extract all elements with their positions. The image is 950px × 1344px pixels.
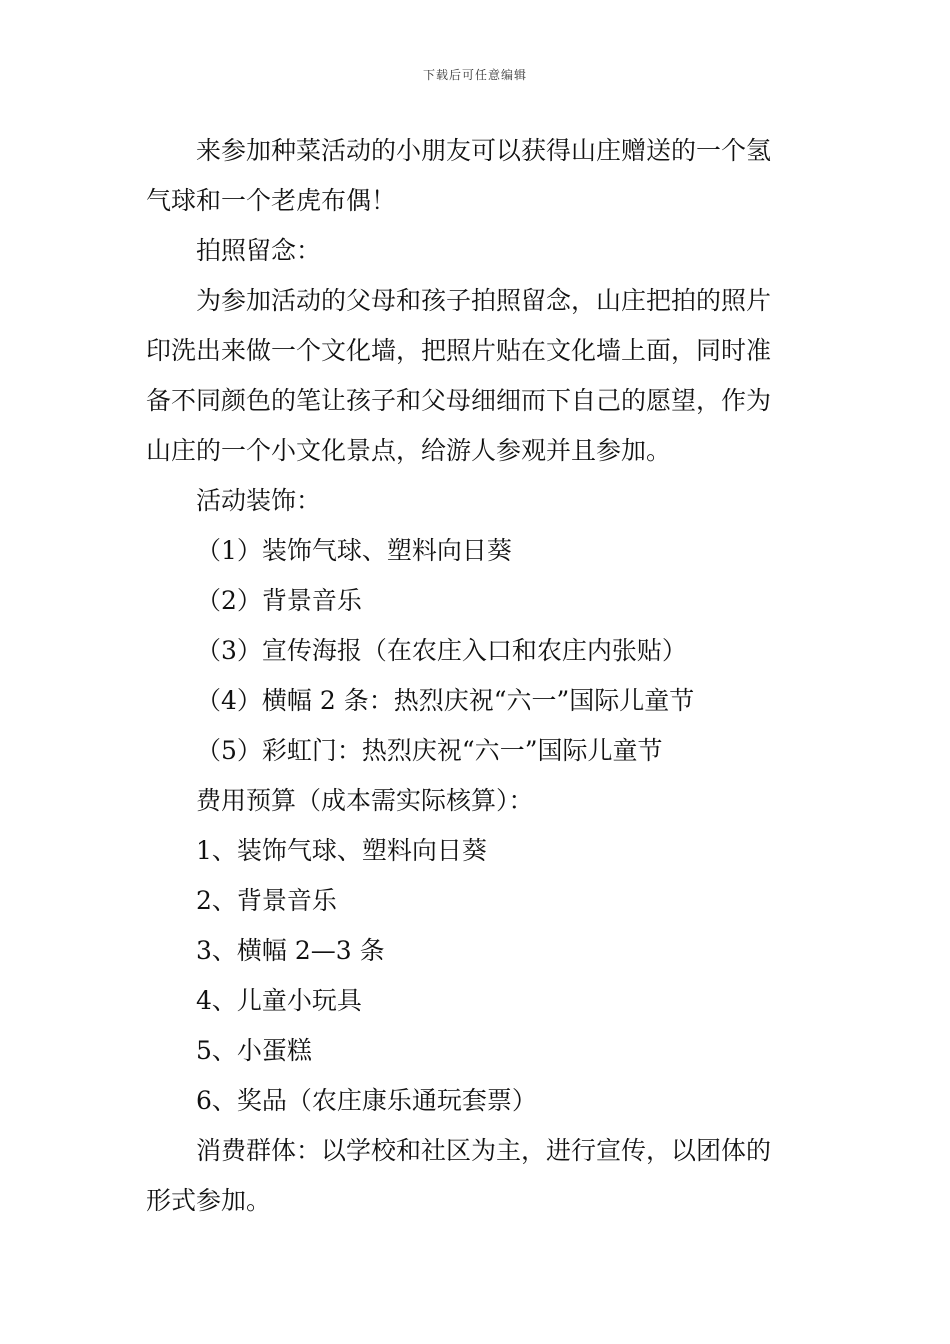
- list-item: 4、儿童小玩具: [196, 986, 362, 1015]
- paragraph-line: 消费群体：以学校和社区为主，进行宣传，以团体的: [196, 1136, 772, 1165]
- paragraph-line: 来参加种菜活动的小朋友可以获得山庄赠送的一个氢: [196, 136, 772, 165]
- list-item: （2）背景音乐: [196, 586, 362, 615]
- list-item: （4）横幅 2 条：热烈庆祝“六一”国际儿童节: [196, 686, 695, 715]
- paragraph-line: 为参加活动的父母和孩子拍照留念，山庄把拍的照片: [196, 286, 772, 315]
- paragraph-line: 备不同颜色的笔让孩子和父母细细而下自己的愿望，作为: [146, 386, 772, 415]
- list-item: （5）彩虹门：热烈庆祝“六一”国际儿童节: [196, 736, 663, 765]
- list-item: 3、横幅 2—3 条: [196, 936, 385, 965]
- list-item: （3）宣传海报（在农庄入口和农庄内张贴）: [196, 636, 687, 665]
- section-heading-decoration: 活动装饰：: [196, 486, 322, 515]
- paragraph-line: 山庄的一个小文化景点，给游人参观并且参加。: [146, 436, 672, 465]
- page-header-note: 下载后可任意编辑: [422, 68, 527, 82]
- section-heading-budget: 费用预算（成本需实际核算）：: [196, 786, 534, 815]
- list-item: （1）装饰气球、塑料向日葵: [196, 536, 512, 565]
- list-item: 2、背景音乐: [196, 886, 337, 915]
- list-item: 5、小蛋糕: [196, 1036, 312, 1065]
- document-body: [146, 126, 808, 1226]
- paragraph-line: 形式参加。: [146, 1186, 272, 1215]
- list-item: 6、奖品（农庄康乐通玩套票）: [196, 1086, 537, 1115]
- list-item: 1、装饰气球、塑料向日葵: [196, 836, 487, 865]
- section-heading-photo: 拍照留念：: [196, 236, 322, 265]
- paragraph-line: 印洗出来做一个文化墙，把照片贴在文化墙上面，同时准: [146, 336, 772, 365]
- paragraph-line: 气球和一个老虎布偶！: [146, 186, 397, 215]
